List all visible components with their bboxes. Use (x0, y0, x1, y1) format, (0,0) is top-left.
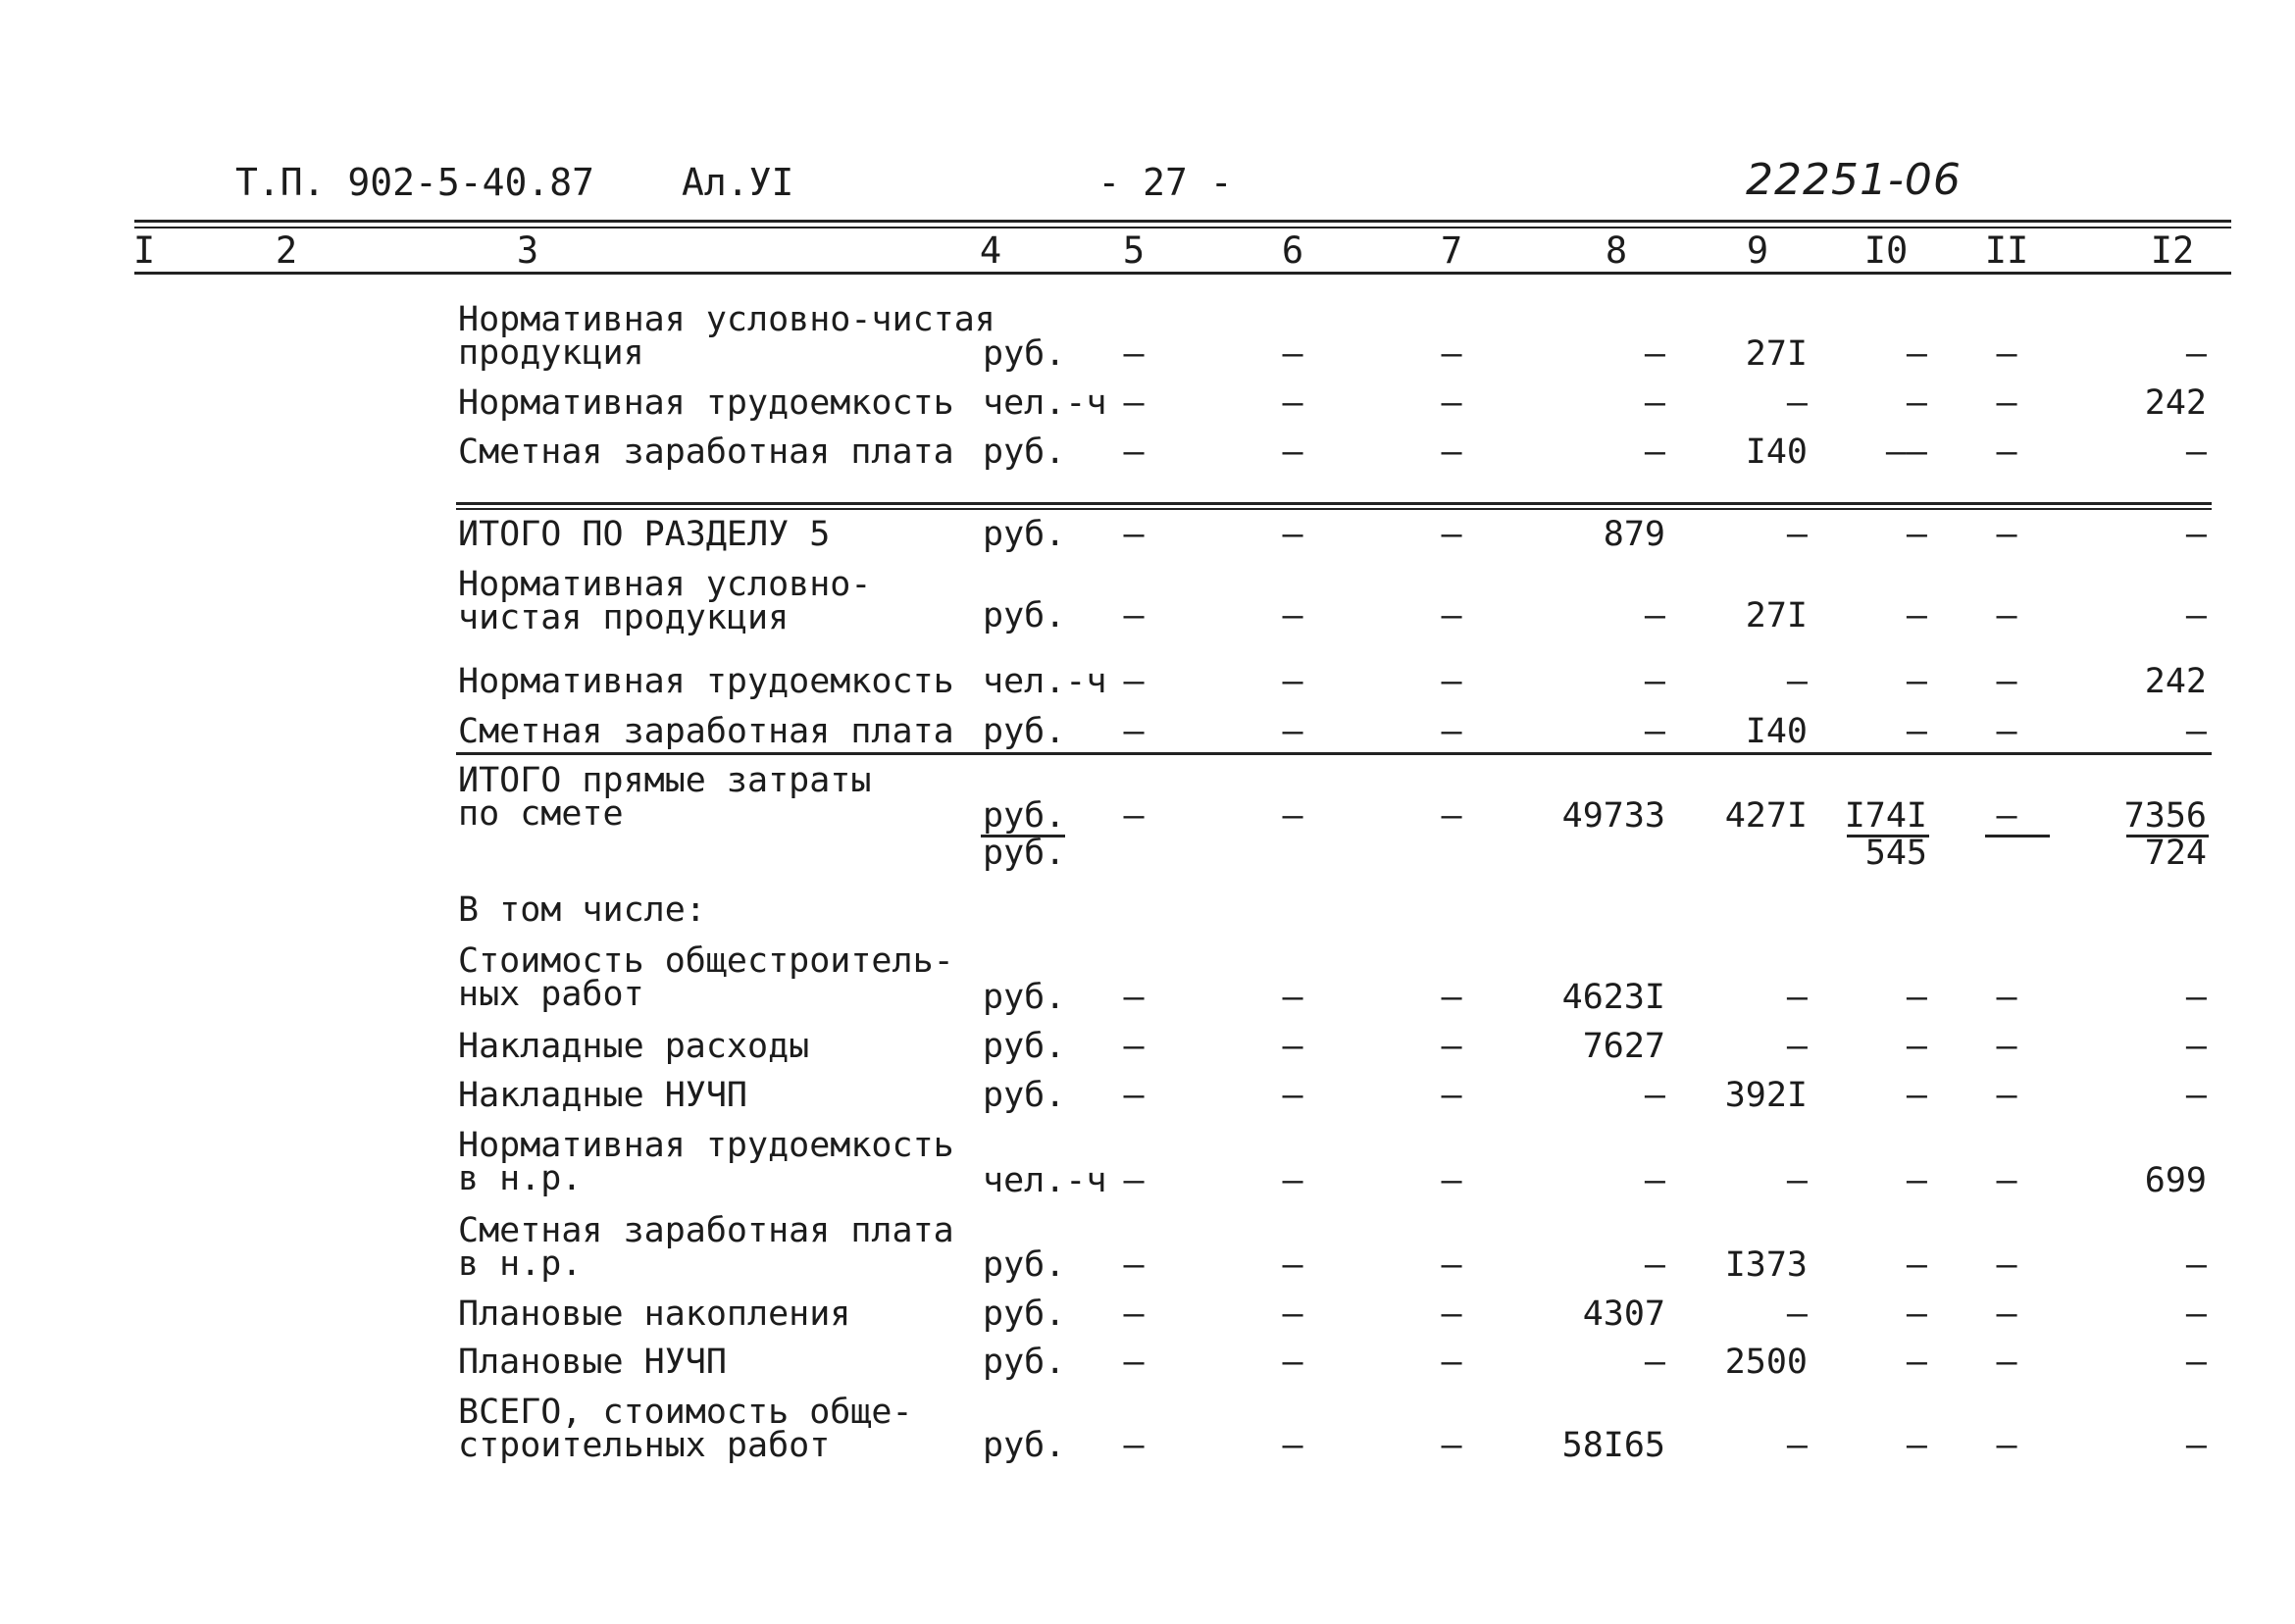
value-cell: – (1996, 1027, 2017, 1066)
value-cell: 27I (1745, 596, 1808, 635)
value-cell: – (1123, 596, 1145, 635)
value-cell: 7356 (2123, 796, 2207, 836)
value-cell: 392I (1724, 1076, 1808, 1115)
value-cell: I74I (1844, 796, 1927, 836)
column-number: I0 (1863, 229, 1909, 272)
fraction-bar (2126, 835, 2209, 837)
unit-cell: руб. (983, 1076, 1066, 1115)
value-cell: – (1441, 515, 1462, 554)
value-cell: – (1123, 1294, 1145, 1334)
unit-cell: руб. (983, 1426, 1066, 1465)
value-cell: – (1282, 978, 1303, 1017)
value-cell: – (1123, 978, 1145, 1017)
value-cell: – (1282, 1161, 1303, 1200)
value-cell: – (1282, 334, 1303, 374)
value-cell: 242 (2144, 662, 2207, 701)
value-cell: – (2185, 1245, 2207, 1285)
row-label: Стоимость общестроитель- (458, 941, 954, 981)
value-cell: – (1441, 1161, 1462, 1200)
value-cell: – (1906, 1076, 1927, 1115)
value-cell: I373 (1724, 1245, 1808, 1285)
value-cell: – (1282, 1294, 1303, 1334)
value-cell: – (1906, 978, 1927, 1017)
row-label: Накладные расходы (458, 1027, 810, 1066)
row-label: в н.р. (458, 1159, 583, 1198)
value-cell: – (1996, 1343, 2017, 1382)
value-cell: – (1644, 1245, 1665, 1285)
value-cell: – (1282, 1426, 1303, 1465)
sheet-number: 22251-06 (1746, 155, 1962, 205)
value-cell: – (2185, 712, 2207, 751)
value-cell: – (2185, 596, 2207, 635)
unit-cell: руб. (983, 334, 1066, 374)
value-cell: – (1996, 1161, 2017, 1200)
unit-cell: руб. (983, 712, 1066, 751)
value-cell: – (1282, 796, 1303, 836)
value-cell: – (1441, 1343, 1462, 1382)
value-cell: – (1906, 383, 1927, 423)
value-cell: 545 (1864, 834, 1927, 873)
column-number: 6 (1281, 229, 1304, 272)
value-cell: 699 (2144, 1161, 2207, 1200)
value-cell: – (1282, 383, 1303, 423)
value-cell: – (2185, 515, 2207, 554)
value-cell: 4307 (1582, 1294, 1665, 1334)
value-cell: – (1644, 1076, 1665, 1115)
row-label: Нормативная условно-чистая (458, 300, 995, 339)
value-cell: – (1644, 334, 1665, 374)
value-cell: 2500 (1724, 1343, 1808, 1382)
row-label: ных работ (458, 975, 644, 1014)
value-cell: – (1786, 662, 1808, 701)
value-cell: – (1282, 515, 1303, 554)
value-cell: – (1996, 796, 2017, 836)
value-cell: – (1441, 334, 1462, 374)
value-cell: – (1906, 662, 1927, 701)
row-label: чистая продукция (458, 598, 790, 637)
column-number: 2 (275, 229, 298, 272)
page-number: - 27 - (1097, 161, 1233, 204)
value-cell: – (1996, 596, 2017, 635)
value-cell: – (1786, 978, 1808, 1017)
value-cell: – (1123, 796, 1145, 836)
fraction-bar (1847, 835, 1929, 837)
unit-cell: руб. (983, 596, 1066, 635)
value-cell: – (1441, 1426, 1462, 1465)
value-cell: – (1441, 662, 1462, 701)
value-cell: – (2185, 1294, 2207, 1334)
value-cell: – (1441, 596, 1462, 635)
value-cell: – (2185, 1343, 2207, 1382)
value-cell: – (1906, 1161, 1927, 1200)
column-header-rule (134, 272, 2231, 275)
value-cell: – (2185, 1076, 2207, 1115)
row-label: Нормативная трудоемкость (458, 383, 954, 423)
value-cell: – (1906, 1245, 1927, 1285)
value-cell: – (1644, 712, 1665, 751)
section-rule (456, 502, 2212, 505)
section-rule-2 (456, 508, 2212, 510)
value-cell: – (1996, 1426, 2017, 1465)
value-cell: – (1441, 1294, 1462, 1334)
value-cell: – (1906, 1426, 1927, 1465)
value-cell: – (1786, 1027, 1808, 1066)
value-cell: 879 (1603, 515, 1665, 554)
row-label: ИТОГО ПО РАЗДЕЛУ 5 (458, 515, 831, 554)
value-cell: – (1906, 1027, 1927, 1066)
value-cell: – (1644, 662, 1665, 701)
totals-rule (456, 752, 2212, 755)
value-cell: – (1282, 432, 1303, 472)
column-number: 5 (1122, 229, 1146, 272)
value-cell: – (2185, 1426, 2207, 1465)
column-number: 3 (516, 229, 539, 272)
value-cell: – (1123, 1426, 1145, 1465)
value-cell: – (1644, 432, 1665, 472)
value-cell: – (1282, 712, 1303, 751)
value-cell: – (1996, 383, 2017, 423)
value-cell: – (1441, 1245, 1462, 1285)
value-cell: – (1996, 978, 2017, 1017)
row-label: Нормативная трудоемкость (458, 1126, 954, 1165)
value-cell: – (1906, 1294, 1927, 1334)
value-cell: –– (1885, 432, 1927, 472)
value-cell: – (1123, 662, 1145, 701)
value-cell: – (1644, 1343, 1665, 1382)
row-label: Сметная заработная плата (458, 712, 954, 751)
value-cell: – (1441, 712, 1462, 751)
value-cell: – (1906, 596, 1927, 635)
unit-cell: руб. (983, 515, 1066, 554)
column-number: 8 (1605, 229, 1628, 272)
value-cell: – (2185, 334, 2207, 374)
value-cell: – (1123, 383, 1145, 423)
value-cell: – (2185, 978, 2207, 1017)
value-cell: – (1441, 432, 1462, 472)
row-label: ИТОГО прямые затраты (458, 761, 872, 800)
value-cell: – (1123, 712, 1145, 751)
column-number: II (1984, 229, 2029, 272)
unit-cell: чел.-ч (983, 662, 1107, 701)
row-label: в н.р. (458, 1244, 583, 1284)
row-label: по смете (458, 794, 624, 834)
value-cell: – (1786, 1161, 1808, 1200)
value-cell: – (1786, 515, 1808, 554)
value-cell: – (1996, 334, 2017, 374)
value-cell: – (1996, 712, 2017, 751)
unit-cell: руб. (983, 432, 1066, 472)
column-number: 4 (979, 229, 1002, 272)
value-cell: – (1786, 1426, 1808, 1465)
unit-cell: чел.-ч (983, 383, 1107, 423)
value-cell: – (1996, 432, 2017, 472)
column-number: 7 (1440, 229, 1463, 272)
value-cell: – (1123, 1343, 1145, 1382)
value-cell: – (1282, 1027, 1303, 1066)
value-cell: – (1441, 796, 1462, 836)
table-top-rule-2 (134, 227, 2231, 228)
value-cell: – (2185, 1027, 2207, 1066)
row-label: Накладные НУЧП (458, 1076, 748, 1115)
value-cell: – (1123, 432, 1145, 472)
column-number: 9 (1746, 229, 1769, 272)
value-cell: – (1282, 1343, 1303, 1382)
value-cell: – (1282, 596, 1303, 635)
value-cell: – (1282, 1245, 1303, 1285)
value-cell: – (1996, 662, 2017, 701)
value-cell: 724 (2144, 834, 2207, 873)
column-number: I2 (2150, 229, 2195, 272)
fraction-bar (981, 835, 1065, 837)
column-number: I (132, 229, 156, 272)
unit-cell: руб. (983, 1027, 1066, 1066)
value-cell: – (1786, 1294, 1808, 1334)
value-cell: 7627 (1582, 1027, 1665, 1066)
row-label: В том числе: (458, 890, 706, 930)
value-cell: – (1441, 383, 1462, 423)
value-cell: – (1996, 1245, 2017, 1285)
value-cell: – (1441, 1076, 1462, 1115)
value-cell: – (1123, 1076, 1145, 1115)
value-cell: – (1906, 334, 1927, 374)
value-cell: – (1123, 1161, 1145, 1200)
value-cell: – (1996, 515, 2017, 554)
value-cell: – (1644, 383, 1665, 423)
value-cell: – (1906, 712, 1927, 751)
value-cell: – (1786, 383, 1808, 423)
value-cell: 4623I (1561, 978, 1665, 1017)
fraction-bar (1985, 835, 2050, 837)
unit-cell: руб. (983, 978, 1066, 1017)
value-cell: – (1644, 596, 1665, 635)
value-cell: 427I (1724, 796, 1808, 836)
value-cell: – (1996, 1294, 2017, 1334)
unit-cell: руб. (983, 1294, 1066, 1334)
row-label: Сметная заработная плата (458, 432, 954, 472)
document-code: Т.П. 902-5-40.87 (235, 161, 595, 204)
row-label: Плановые НУЧП (458, 1343, 727, 1382)
value-cell: 27I (1745, 334, 1808, 374)
unit-cell: руб. (983, 1245, 1066, 1285)
value-cell: – (2185, 432, 2207, 472)
value-cell: – (1282, 662, 1303, 701)
value-cell: – (1123, 1027, 1145, 1066)
value-cell: – (1441, 1027, 1462, 1066)
value-cell: – (1123, 334, 1145, 374)
album-number: Ал.УI (682, 161, 794, 204)
value-cell: – (1906, 1343, 1927, 1382)
row-label: Нормативная трудоемкость (458, 662, 954, 701)
value-cell: – (1644, 1161, 1665, 1200)
value-cell: I40 (1745, 432, 1808, 472)
unit-cell: чел.-ч (983, 1161, 1107, 1200)
value-cell: I40 (1745, 712, 1808, 751)
value-cell: 242 (2144, 383, 2207, 423)
row-label: Плановые накопления (458, 1294, 851, 1334)
row-label: Нормативная условно- (458, 565, 872, 604)
row-label: строительных работ (458, 1426, 831, 1465)
value-cell: – (1123, 515, 1145, 554)
row-label: ВСЕГО, стоимость обще- (458, 1393, 913, 1432)
value-cell: – (1906, 515, 1927, 554)
value-cell: – (1996, 1076, 2017, 1115)
value-cell: – (1441, 978, 1462, 1017)
unit-cell: руб. (983, 796, 1066, 836)
unit-cell: руб. (983, 1343, 1066, 1382)
row-label: продукция (458, 333, 644, 373)
value-cell: – (1282, 1076, 1303, 1115)
value-cell: 58I65 (1561, 1426, 1665, 1465)
table-top-rule (134, 220, 2231, 223)
unit-cell: руб. (983, 834, 1066, 873)
value-cell: – (1123, 1245, 1145, 1285)
row-label: Сметная заработная плата (458, 1211, 954, 1250)
value-cell: 49733 (1561, 796, 1665, 836)
